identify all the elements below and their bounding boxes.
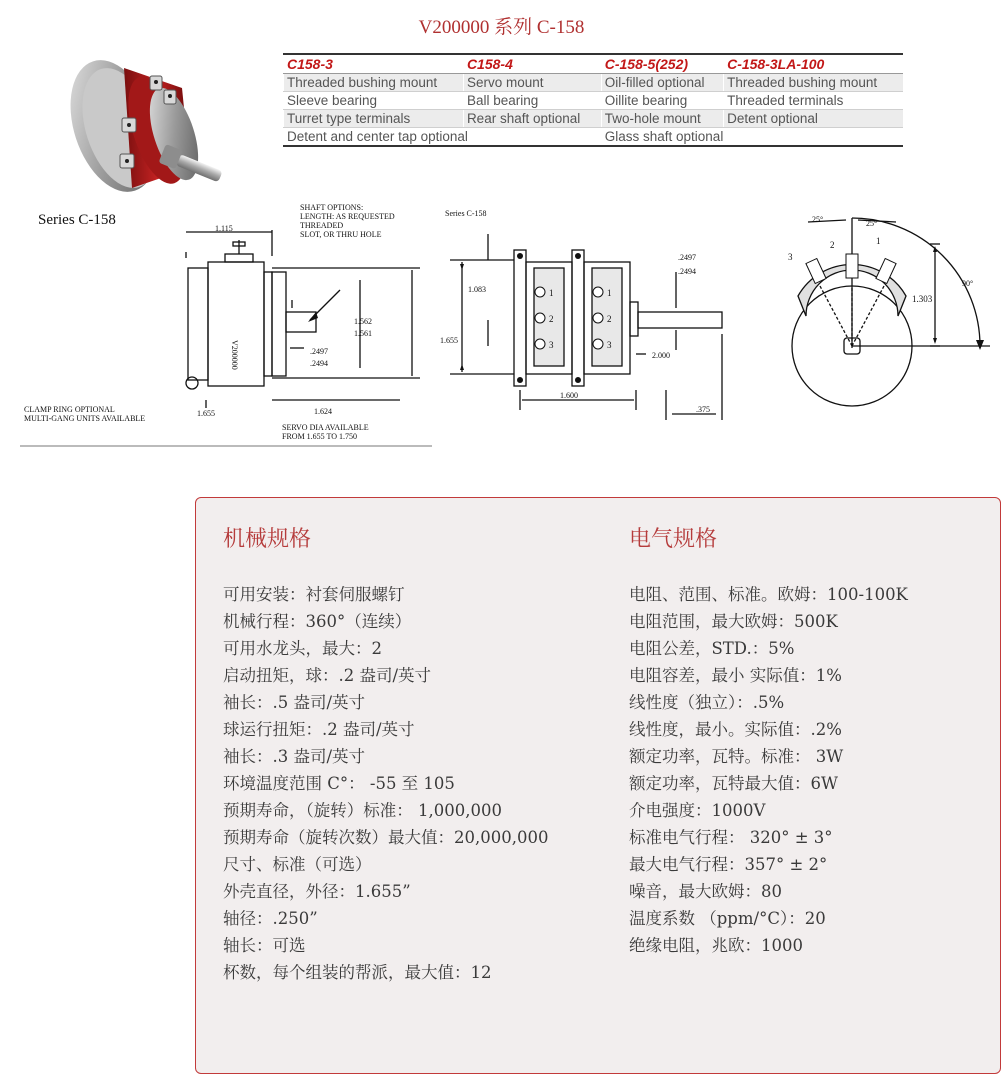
series-label: Series C-158	[38, 212, 116, 228]
angle-left-label: 25°	[812, 215, 824, 224]
terminal-1-label: 1	[549, 288, 554, 298]
dim-1083: 1.083	[468, 285, 486, 294]
mechanical-list	[223, 581, 548, 986]
body-label: V200000	[230, 340, 239, 370]
table-cell: Sleeve bearing	[284, 92, 464, 110]
potentiometer-photo	[62, 48, 230, 198]
list-item: 预期寿命，（旋转）标准： 1,000,000	[223, 801, 502, 820]
table-cell: Oil-filled optional	[601, 74, 723, 92]
electrical-heading: 电气规格	[629, 527, 718, 552]
list-item: 线性度，最小。实际值：.2%	[629, 720, 842, 739]
terminal-1-label: 1	[876, 236, 881, 246]
list-item: 噪音，最大欧姆：80	[629, 882, 782, 901]
header-c158-5: C-158-5(252)	[601, 54, 723, 74]
table-cell: Threaded bushing mount	[284, 74, 464, 92]
list-item: 线性度（独立）：.5%	[629, 693, 785, 712]
dim-2000: 2.000	[652, 351, 670, 360]
list-item: 额定功率，瓦特。标准： 3W	[629, 747, 844, 766]
list-item: 尺寸、标准（可选）	[223, 855, 372, 874]
rotation-angle-drawing	[780, 200, 1000, 410]
electrical-list	[629, 581, 908, 959]
dim-2497: .2497	[678, 253, 696, 262]
dim-1561: 1.561	[354, 329, 372, 338]
terminal-3-label: 3	[607, 340, 612, 350]
table-cell: Glass shaft optional	[601, 128, 903, 147]
dim-1115: 1.115	[215, 224, 233, 233]
side-view-drawing	[20, 200, 432, 448]
front-view-drawing	[440, 204, 740, 428]
list-item: 可用安装：衬套伺服螺钉	[223, 585, 405, 604]
clamp-note-line: MULTI-GANG UNITS AVAILABLE	[24, 414, 146, 423]
series-label-small: Series C-158	[445, 209, 487, 218]
table-row	[284, 128, 904, 147]
shaft-note-line: SHAFT OPTIONS:	[300, 203, 364, 212]
angle-90-label: 90°	[962, 279, 974, 288]
table-row	[284, 92, 904, 110]
clamp-note-line: CLAMP RING OPTIONAL	[24, 405, 115, 414]
terminal-3-label: 3	[549, 340, 554, 350]
shaft-note-line: LENGTH: AS REQUESTED	[300, 212, 395, 221]
dim-1624: 1.624	[314, 407, 332, 416]
table-cell: Oillite bearing	[601, 92, 723, 110]
list-item: 袖长：.3 盎司/英寸	[223, 747, 366, 766]
table-cell: Rear shaft optional	[463, 110, 601, 128]
terminal-3-label: 3	[788, 252, 793, 262]
dim-2494: .2494	[310, 359, 328, 368]
table-row	[284, 74, 904, 92]
servo-note-line: FROM 1.655 TO 1.750	[282, 432, 358, 441]
list-item: 电阻、范围、标准。欧姆：100-100K	[629, 585, 908, 604]
options-table	[283, 53, 903, 147]
angle-right-label: 25°	[866, 219, 878, 228]
list-item: 预期寿命（旋转次数）最大值：20,000,000	[223, 828, 549, 847]
dim-2497: .2497	[310, 347, 328, 356]
header-c158-3la-100: C-158-3LA-100	[724, 54, 903, 74]
table-cell: Detent optional	[724, 110, 903, 128]
list-item: 电阻范围，最大欧姆：500K	[629, 612, 838, 631]
page-title: V200000 系列 C-158	[418, 17, 585, 38]
table-cell: Threaded bushing mount	[724, 74, 903, 92]
shaft-note-line: THREADED	[300, 221, 344, 230]
list-item: 轴长：可选	[223, 936, 306, 955]
list-item: 轴径：.250”	[223, 909, 318, 928]
terminal-2-label: 2	[549, 314, 554, 324]
list-item: 机械行程：360°（连续）	[223, 612, 412, 631]
terminal-1-label: 1	[607, 288, 612, 298]
specifications-panel	[195, 497, 1001, 1074]
shaft-options-note	[300, 203, 397, 239]
list-item: 外壳直径，外径：1.655”	[223, 882, 411, 901]
list-item: 袖长：.5 盎司/英寸	[223, 693, 366, 712]
dim-1562: 1.562	[354, 317, 372, 326]
list-item: 最大电气行程：357° ± 2°	[629, 855, 828, 874]
list-item: 温度系数 （ppm/°C）：20	[629, 909, 826, 928]
list-item: 启动扭矩，球：.2 盎司/英寸	[223, 666, 432, 685]
list-item: 标准电气行程： 320° ± 3°	[629, 828, 833, 847]
terminal-2-label: 2	[830, 240, 835, 250]
mechanical-specs	[223, 522, 548, 986]
table-cell: Ball bearing	[463, 92, 601, 110]
servo-note	[282, 423, 371, 441]
servo-note-line: SERVO DIA AVAILABLE	[282, 423, 369, 432]
list-item: 绝缘电阻，兆欧：1000	[629, 936, 803, 955]
mechanical-heading: 机械规格	[223, 527, 312, 552]
list-item: 电阻公差，STD.：5%	[629, 639, 795, 658]
header-c158-3: C158-3	[284, 54, 464, 74]
electrical-specs	[629, 522, 908, 959]
dim-1655: 1.655	[197, 409, 215, 418]
dim-1600: 1.600	[560, 391, 578, 400]
list-item: 环境温度范围 C°： -55 至 105	[223, 774, 455, 793]
dim-375: .375	[696, 405, 710, 414]
table-cell: Detent and center tap optional	[284, 128, 602, 147]
dim-2494: .2494	[678, 267, 696, 276]
table-cell: Turret type terminals	[284, 110, 464, 128]
list-item: 球运行扭矩：.2 盎司/英寸	[223, 720, 415, 739]
list-item: 介电强度：1000V	[629, 801, 766, 820]
list-item: 额定功率，瓦特最大值：6W	[629, 774, 838, 793]
list-item: 电阻容差，最小 实际值：1%	[629, 666, 842, 685]
table-row	[284, 110, 904, 128]
table-cell: Two-hole mount	[601, 110, 723, 128]
terminal-2-label: 2	[607, 314, 612, 324]
clamp-ring-note	[24, 405, 145, 423]
table-cell: Servo mount	[463, 74, 601, 92]
dim-1303: 1.303	[912, 294, 933, 304]
list-item: 可用水龙头，最大：2	[223, 639, 382, 658]
list-item: 杯数，每个组装的帮派，最大值：12	[223, 963, 492, 982]
shaft-note-line: SLOT, OR THRU HOLE	[300, 230, 382, 239]
header-c158-4: C158-4	[463, 54, 601, 74]
options-table-header	[284, 54, 904, 74]
dim-1655: 1.655	[440, 336, 458, 345]
table-cell: Threaded terminals	[724, 92, 903, 110]
